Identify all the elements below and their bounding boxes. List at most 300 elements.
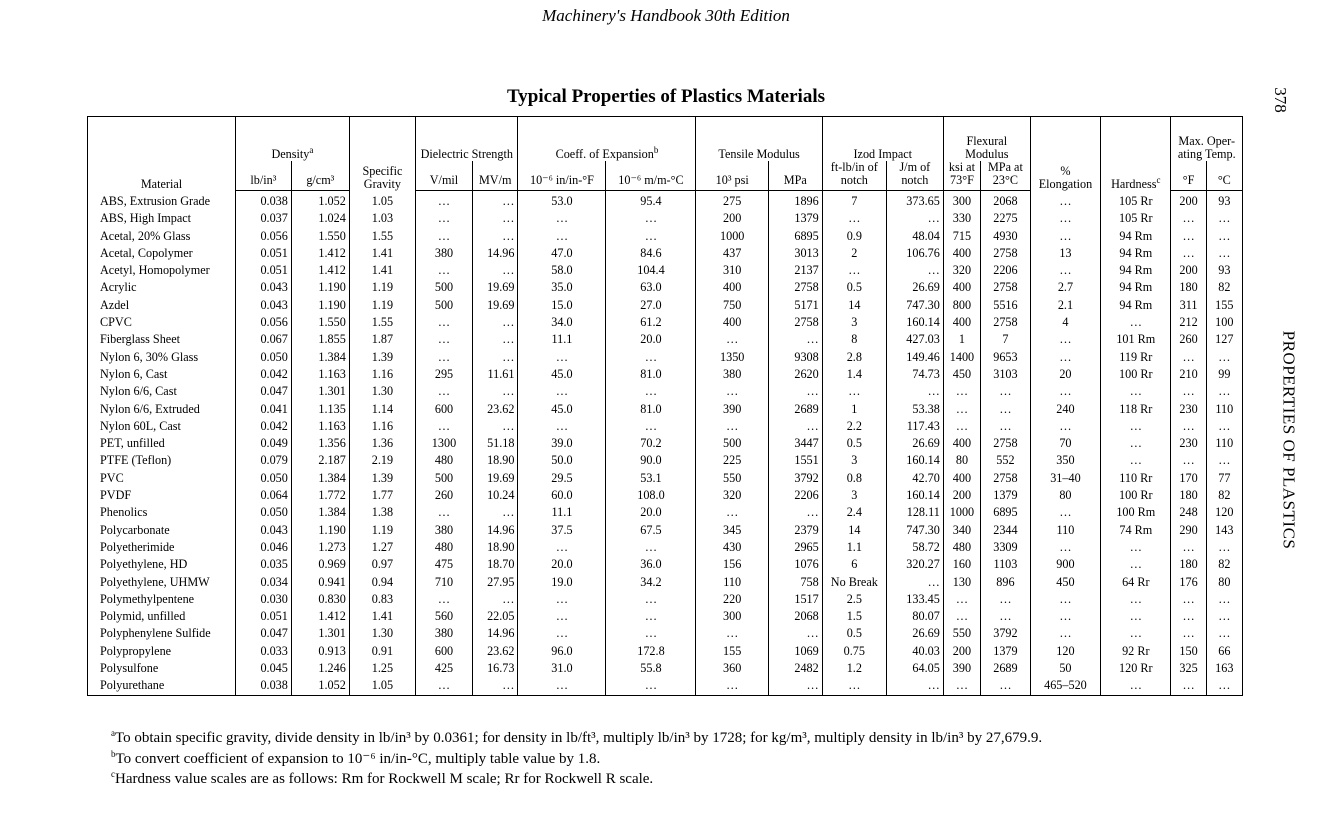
material-name-cell: Azdel <box>88 297 236 314</box>
table-cell: 110 <box>1030 522 1100 539</box>
table-cell: 82 <box>1206 556 1242 573</box>
table-cell: 100 <box>1206 314 1242 331</box>
table-cell: 1.384 <box>291 504 349 521</box>
table-cell: 160.14 <box>886 314 943 331</box>
table-cell: … <box>1101 608 1171 625</box>
table-row <box>88 677 1243 695</box>
table-cell: 3 <box>822 314 886 331</box>
table-cell: 51.18 <box>472 435 518 452</box>
table-cell: 320 <box>943 262 980 279</box>
table-cell: 1 <box>822 401 886 418</box>
table-cell: 172.8 <box>606 643 696 660</box>
table-cell: 18.90 <box>472 539 518 556</box>
table-cell: … <box>518 539 606 556</box>
table-row <box>88 435 1243 452</box>
table-cell: 0.5 <box>822 279 886 296</box>
table-cell: 1.384 <box>291 470 349 487</box>
table-cell: 6895 <box>981 504 1031 521</box>
table-cell: 160.14 <box>886 487 943 504</box>
table-cell: 1.190 <box>291 297 349 314</box>
table-cell: 7 <box>981 331 1031 348</box>
table-cell: 42.70 <box>886 470 943 487</box>
table-cell: 105 Rr <box>1101 210 1171 227</box>
table-cell: … <box>943 608 980 625</box>
table-title: Typical Properties of Plastics Materials <box>507 86 825 107</box>
table-cell: 0.941 <box>291 574 349 591</box>
material-name-cell: Fiberglass Sheet <box>88 331 236 348</box>
table-row <box>88 539 1243 556</box>
table-cell: … <box>1206 452 1242 469</box>
table-cell: … <box>1101 383 1171 400</box>
table-cell: … <box>1206 245 1242 262</box>
table-row <box>88 331 1243 348</box>
material-name-cell: PET, unfilled <box>88 435 236 452</box>
table-cell: 1.30 <box>349 383 415 400</box>
table-cell: 550 <box>943 625 980 642</box>
footnote-b: $^b$To convert coefficient of expansion to 10⁻⁶ in/in-°C, multiply table value by 1.8. <box>111 748 601 767</box>
table-cell: 1.16 <box>349 418 415 435</box>
table-cell: 0.049 <box>235 435 291 452</box>
table-cell: 35.0 <box>518 279 606 296</box>
table-cell: 11.1 <box>518 331 606 348</box>
table-cell: … <box>1171 625 1206 642</box>
table-cell: 0.91 <box>349 643 415 660</box>
table-cell: … <box>981 401 1031 418</box>
table-cell: 210 <box>1171 366 1206 383</box>
table-cell: … <box>518 608 606 625</box>
table-row <box>88 383 1243 400</box>
table-cell: 0.037 <box>235 210 291 227</box>
table-cell: 500 <box>416 297 473 314</box>
table-cell: 100 Rr <box>1101 366 1171 383</box>
table-row <box>88 366 1243 383</box>
table-cell: 0.97 <box>349 556 415 573</box>
table-cell: 200 <box>1171 191 1206 211</box>
table-cell: … <box>1206 625 1242 642</box>
unit-header: MV/m <box>472 161 518 191</box>
table-cell: … <box>1030 539 1100 556</box>
table-cell: 156 <box>696 556 768 573</box>
table-cell: 67.5 <box>606 522 696 539</box>
table-row <box>88 625 1243 642</box>
table-cell: 0.042 <box>235 366 291 383</box>
table-cell: 1.41 <box>349 245 415 262</box>
table-cell: … <box>472 677 518 695</box>
table-cell: … <box>1030 591 1100 608</box>
table-cell: 1300 <box>416 435 473 452</box>
table-cell: … <box>768 677 822 695</box>
table-cell: 0.042 <box>235 418 291 435</box>
table-cell: 0.045 <box>235 660 291 677</box>
table-cell: 2206 <box>768 487 822 504</box>
table-cell: … <box>1206 210 1242 227</box>
table-cell: 37.5 <box>518 522 606 539</box>
table-cell: 61.2 <box>606 314 696 331</box>
table-cell: 200 <box>1171 262 1206 279</box>
table-cell: … <box>1101 435 1171 452</box>
unit-header: lb/in³ <box>235 161 291 191</box>
table-cell: 0.047 <box>235 625 291 642</box>
table-cell: 1.77 <box>349 487 415 504</box>
unit-header: 10⁻⁶ in/in-°F <box>518 161 606 191</box>
table-cell: 475 <box>416 556 473 573</box>
material-name-cell: Polymethylpentene <box>88 591 236 608</box>
unit-header: MPa at 23°C <box>981 161 1031 191</box>
table-cell: … <box>943 418 980 435</box>
table-cell: 26.69 <box>886 625 943 642</box>
table-cell: 99 <box>1206 366 1242 383</box>
table-cell: 400 <box>943 279 980 296</box>
table-cell: … <box>1206 608 1242 625</box>
table-cell: … <box>768 504 822 521</box>
table-cell: 900 <box>1030 556 1100 573</box>
table-row <box>88 522 1243 539</box>
table-cell: 380 <box>416 522 473 539</box>
table-cell: 325 <box>1171 660 1206 677</box>
table-cell: 1.19 <box>349 279 415 296</box>
table-cell: 81.0 <box>606 366 696 383</box>
table-row <box>88 556 1243 573</box>
material-name-cell: Nylon 6, Cast <box>88 366 236 383</box>
table-cell: … <box>416 504 473 521</box>
table-cell: 1.03 <box>349 210 415 227</box>
properties-table <box>87 116 1243 696</box>
table-cell: 53.38 <box>886 401 943 418</box>
table-row <box>88 401 1243 418</box>
table-cell: … <box>1206 228 1242 245</box>
table-cell: 53.0 <box>518 191 606 211</box>
unit-header: 10³ psi <box>696 161 768 191</box>
table-row <box>88 262 1243 279</box>
table-cell: 74.73 <box>886 366 943 383</box>
table-cell: 295 <box>416 366 473 383</box>
table-cell: … <box>1101 314 1171 331</box>
table-cell: 450 <box>1030 574 1100 591</box>
table-cell: … <box>416 418 473 435</box>
table-cell: 260 <box>416 487 473 504</box>
table-cell: … <box>472 504 518 521</box>
table-cell: … <box>1030 418 1100 435</box>
table-cell: 20.0 <box>606 504 696 521</box>
unit-header: J/m of notch <box>886 161 943 191</box>
table-cell: 105 Rr <box>1101 191 1171 211</box>
table-cell: … <box>1101 418 1171 435</box>
table-cell: 390 <box>696 401 768 418</box>
table-cell: 2965 <box>768 539 822 556</box>
table-cell: 118 Rr <box>1101 401 1171 418</box>
table-cell: … <box>606 608 696 625</box>
table-cell: 1.024 <box>291 210 349 227</box>
table-cell: 84.6 <box>606 245 696 262</box>
table-row <box>88 574 1243 591</box>
material-name-cell: Polyphenylene Sulfide <box>88 625 236 642</box>
unit-header: 10⁻⁶ m/m-°C <box>606 161 696 191</box>
table-cell: … <box>518 383 606 400</box>
table-cell: 1.41 <box>349 608 415 625</box>
table-cell: … <box>1206 677 1242 695</box>
table-cell: 1.052 <box>291 191 349 211</box>
table-cell: 149.46 <box>886 349 943 366</box>
hardness-header: Hardness$^c$ <box>1101 117 1171 191</box>
table-cell: 155 <box>1206 297 1242 314</box>
table-cell: … <box>416 262 473 279</box>
table-cell: 320.27 <box>886 556 943 573</box>
table-cell: 23.62 <box>472 401 518 418</box>
table-cell: … <box>822 262 886 279</box>
table-cell: … <box>518 677 606 695</box>
table-cell: 80 <box>1206 574 1242 591</box>
table-cell: 82 <box>1206 279 1242 296</box>
table-cell: 1.16 <box>349 366 415 383</box>
table-cell: 3447 <box>768 435 822 452</box>
dielectric-header: Dielectric Strength <box>416 117 518 162</box>
table-cell: … <box>1101 625 1171 642</box>
table-cell: 3 <box>822 487 886 504</box>
table-cell: 8 <box>822 331 886 348</box>
table-cell: 2.2 <box>822 418 886 435</box>
table-cell: 19.69 <box>472 470 518 487</box>
table-cell: 425 <box>416 660 473 677</box>
table-cell: 92 Rr <box>1101 643 1171 660</box>
table-cell: 0.8 <box>822 470 886 487</box>
table-cell: 94 Rm <box>1101 228 1171 245</box>
footnote-c: $^c$Hardness value scales are as follows: Rm for Rockwell M scale; Rr for Rockwell R scale. <box>111 769 654 787</box>
table-cell: 320 <box>696 487 768 504</box>
table-cell: 100 Rm <box>1101 504 1171 521</box>
table-cell: 1551 <box>768 452 822 469</box>
material-name-cell: Acetyl, Homopolymer <box>88 262 236 279</box>
table-cell: 36.0 <box>606 556 696 573</box>
table-cell: 160 <box>943 556 980 573</box>
table-cell: 212 <box>1171 314 1206 331</box>
table-cell: 715 <box>943 228 980 245</box>
table-cell: 360 <box>696 660 768 677</box>
table-cell: 0.030 <box>235 591 291 608</box>
table-cell: 0.033 <box>235 643 291 660</box>
table-cell: 1076 <box>768 556 822 573</box>
table-cell: 1.2 <box>822 660 886 677</box>
table-cell: … <box>822 383 886 400</box>
table-cell: 500 <box>416 470 473 487</box>
table-cell: 0.9 <box>822 228 886 245</box>
table-cell: 19.69 <box>472 297 518 314</box>
table-cell: 2.187 <box>291 452 349 469</box>
table-cell: 1 <box>943 331 980 348</box>
table-cell: 93 <box>1206 191 1242 211</box>
table-cell: 0.83 <box>349 591 415 608</box>
table-cell: … <box>472 210 518 227</box>
table-cell: 200 <box>943 487 980 504</box>
material-name-cell: CPVC <box>88 314 236 331</box>
table-cell: … <box>416 228 473 245</box>
table-cell: 81.0 <box>606 401 696 418</box>
table-cell: 0.969 <box>291 556 349 573</box>
table-cell: 11.61 <box>472 366 518 383</box>
material-name-cell: Acrylic <box>88 279 236 296</box>
table-cell: 0.043 <box>235 522 291 539</box>
table-cell: 3309 <box>981 539 1031 556</box>
table-cell: 1379 <box>768 210 822 227</box>
table-cell: 18.90 <box>472 452 518 469</box>
table-cell: 94 Rm <box>1101 262 1171 279</box>
table-cell: … <box>886 383 943 400</box>
table-row <box>88 487 1243 504</box>
table-cell: 1.772 <box>291 487 349 504</box>
table-cell: 380 <box>696 366 768 383</box>
table-cell: 1379 <box>981 643 1031 660</box>
table-cell: 94 Rm <box>1101 279 1171 296</box>
material-name-cell: ABS, Extrusion Grade <box>88 191 236 211</box>
table-cell: 27.0 <box>606 297 696 314</box>
table-cell: 4 <box>1030 314 1100 331</box>
table-cell: 2758 <box>768 314 822 331</box>
table-cell: 550 <box>696 470 768 487</box>
material-name-cell: Acetal, 20% Glass <box>88 228 236 245</box>
table-cell: … <box>886 677 943 695</box>
table-cell: 600 <box>416 401 473 418</box>
table-cell: … <box>1101 556 1171 573</box>
table-cell: 0.830 <box>291 591 349 608</box>
unit-header: °F <box>1171 161 1206 191</box>
table-cell: 34.2 <box>606 574 696 591</box>
table-cell: 106.76 <box>886 245 943 262</box>
table-cell: 0.034 <box>235 574 291 591</box>
material-name-cell: Polyetherimide <box>88 539 236 556</box>
table-cell: 3013 <box>768 245 822 262</box>
table-cell: 1.190 <box>291 279 349 296</box>
table-cell: 0.056 <box>235 228 291 245</box>
table-cell: … <box>1171 452 1206 469</box>
material-name-cell: Polypropylene <box>88 643 236 660</box>
table-cell: 110 Rr <box>1101 470 1171 487</box>
table-cell: 390 <box>943 660 980 677</box>
table-cell: … <box>1171 418 1206 435</box>
table-cell: … <box>768 625 822 642</box>
table-cell: 150 <box>1171 643 1206 660</box>
material-name-cell: Nylon 6, 30% Glass <box>88 349 236 366</box>
table-cell: 20.0 <box>518 556 606 573</box>
table-cell: 2206 <box>981 262 1031 279</box>
table-cell: … <box>1101 539 1171 556</box>
table-cell: … <box>768 383 822 400</box>
table-cell: 0.041 <box>235 401 291 418</box>
table-cell: 1.550 <box>291 228 349 245</box>
table-cell: 2758 <box>981 435 1031 452</box>
table-row <box>88 504 1243 521</box>
table-cell: … <box>416 210 473 227</box>
table-cell: 330 <box>943 210 980 227</box>
table-cell: 0.047 <box>235 383 291 400</box>
table-cell: 93 <box>1206 262 1242 279</box>
table-cell: 2482 <box>768 660 822 677</box>
table-cell: 2.7 <box>1030 279 1100 296</box>
table-cell: 2620 <box>768 366 822 383</box>
table-cell: 480 <box>416 452 473 469</box>
table-cell: 1.19 <box>349 522 415 539</box>
table-cell: 11.1 <box>518 504 606 521</box>
table-cell: 0.75 <box>822 643 886 660</box>
table-cell: 58.72 <box>886 539 943 556</box>
table-cell: 896 <box>981 574 1031 591</box>
table-cell: 480 <box>416 539 473 556</box>
table-cell: … <box>1171 349 1206 366</box>
table-cell: … <box>1206 349 1242 366</box>
table-cell: … <box>1171 677 1206 695</box>
table-row <box>88 191 1243 211</box>
table-cell: … <box>1030 383 1100 400</box>
table-cell: 1.301 <box>291 383 349 400</box>
table-cell: … <box>1171 608 1206 625</box>
table-cell: 1.4 <box>822 366 886 383</box>
table-cell: 120 <box>1030 643 1100 660</box>
table-cell: 100 Rr <box>1101 487 1171 504</box>
table-row <box>88 228 1243 245</box>
table-cell: 1.135 <box>291 401 349 418</box>
footnote-a: $^a$To obtain specific gravity, divide density in lb/in³ by 0.0361; for density in lb/ft³, multiply lb/in³ by 1728; for kg/m³, multiply density in lb/in³ by 27,679.9. <box>111 728 1043 746</box>
table-cell: 110 <box>1206 401 1242 418</box>
table-cell: … <box>416 591 473 608</box>
table-cell: … <box>886 574 943 591</box>
max-temp-header: Max. Oper- ating Temp. <box>1171 117 1243 162</box>
table-cell: 14.96 <box>472 245 518 262</box>
table-cell: 480 <box>943 539 980 556</box>
table-cell: 3 <box>822 452 886 469</box>
page-number: 378 <box>1270 87 1290 113</box>
table-cell: 120 <box>1206 504 1242 521</box>
table-cell: … <box>981 591 1031 608</box>
table-cell: 77 <box>1206 470 1242 487</box>
table-cell: 1.05 <box>349 677 415 695</box>
table-cell: … <box>606 418 696 435</box>
table-row <box>88 245 1243 262</box>
table-cell: … <box>472 349 518 366</box>
table-cell: 7 <box>822 191 886 211</box>
table-cell: … <box>606 539 696 556</box>
table-cell: 1.550 <box>291 314 349 331</box>
table-cell: … <box>1171 539 1206 556</box>
table-cell: … <box>1030 331 1100 348</box>
table-cell: 1.39 <box>349 349 415 366</box>
table-cell: 1.190 <box>291 522 349 539</box>
table-cell: 95.4 <box>606 191 696 211</box>
table-cell: … <box>606 210 696 227</box>
table-row <box>88 660 1243 677</box>
table-cell: 5516 <box>981 297 1031 314</box>
table-row <box>88 470 1243 487</box>
table-cell: 53.1 <box>606 470 696 487</box>
table-cell: 1069 <box>768 643 822 660</box>
table-cell: 34.0 <box>518 314 606 331</box>
table-cell: 101 Rm <box>1101 331 1171 348</box>
table-cell: 47.0 <box>518 245 606 262</box>
table-cell: 170 <box>1171 470 1206 487</box>
table-cell: 500 <box>696 435 768 452</box>
table-cell: 0.043 <box>235 297 291 314</box>
table-cell: 55.8 <box>606 660 696 677</box>
table-cell: 19.69 <box>472 279 518 296</box>
table-cell: … <box>472 383 518 400</box>
table-cell: 2758 <box>768 279 822 296</box>
flexural-header: Flexural Modulus <box>943 117 1030 162</box>
table-cell: 400 <box>943 470 980 487</box>
table-cell: … <box>1206 383 1242 400</box>
table-cell: 23.62 <box>472 643 518 660</box>
table-cell: … <box>1101 452 1171 469</box>
table-cell: 300 <box>696 608 768 625</box>
table-cell: 2758 <box>981 279 1031 296</box>
table-cell: … <box>472 418 518 435</box>
table-cell: 14 <box>822 522 886 539</box>
